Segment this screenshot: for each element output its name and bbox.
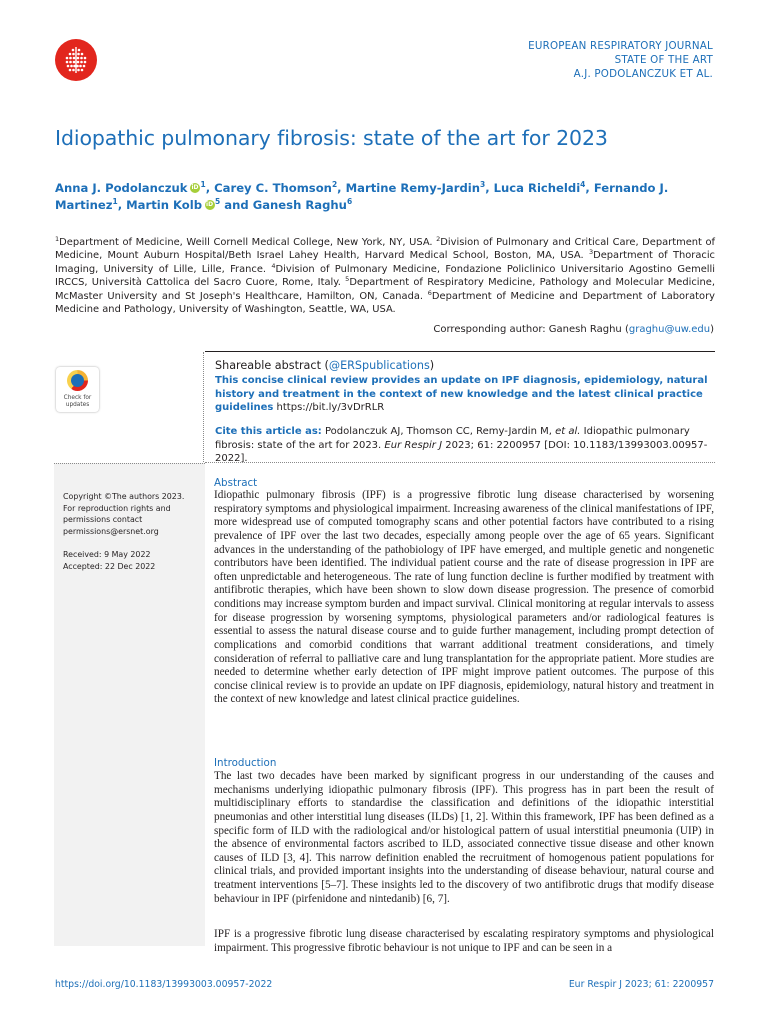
article-title: Idiopathic pulmonary fibrosis: state of the art for 2023 xyxy=(55,126,608,150)
cite-title: Idiopathic pulmonary fibrosis: state of the art for 2023. xyxy=(215,426,690,451)
shareable-abstract-text xyxy=(215,374,715,415)
corresponding-close: ) xyxy=(710,324,714,335)
abstract-text: Idiopathic pulmonary fibrosis (IPF) is a progressive fibrotic lung disease characterised by worsening respiratory symptoms and physiological impairment. Increasing awareness of the clinical manifestations of IPF, more widespread use of computed tomography scans and other potential factors have contributed to a rising prevalence of IPF over the last two decades, especially among people over the age of 65 years. Significant advances in the understanding of the pathobiology of IPF have emerged, and multiple genetic and nongenetic contributors have been identified. The individual patient course and the rate of disease progression in IPF are often unpredictable and heterogeneous. The rate of lung function decline is further modified by treatment with antifibrotic therapies, which have been shown to slow down disease progression. The presence of comorbid conditions may increase symptom burden and impact survival. Clinical monitoring at regular intervals to assess for disease progression by worsening symptoms, physiological parameters and/or radiological features is essential to assess the natural disease course and to guide further management, including prompt detection of complications and comorbid conditions that warrant additional treatment considerations, and timely consideration of referral to palliative care and lung transplantation for the appropriate patient. More studies are needed to determine whether early detection of IPF might improve patient outcomes. The purpose of this concise clinical review is to provide an update on IPF diagnosis, epidemiology, natural history and treatment in the context of new knowledge and latest clinical practice guidelines. xyxy=(214,489,714,706)
shareable-close: ) xyxy=(429,359,435,372)
author-affiliation-number: 6 xyxy=(346,197,353,206)
mid-divider xyxy=(205,462,715,463)
author-name: Martin Kolb xyxy=(126,198,203,212)
corresponding-email-link[interactable]: graghu@uw.edu xyxy=(628,324,711,335)
cite-etal: et al. xyxy=(555,426,581,437)
affiliation-text: Division of Pulmonary and Critical Care, Department of Medicine, Mount Auburn Hospital/Beth Israel Lahey Health, Harvard Medical School, Boston, MA, USA. xyxy=(55,237,716,262)
abstract-heading: Abstract xyxy=(214,477,258,489)
author-affiliation-number: 2 xyxy=(331,180,338,189)
author-name: Anna J. Podolanczuk xyxy=(55,181,188,195)
affiliation-number: 1 xyxy=(55,235,60,243)
author-affiliation-number: 1 xyxy=(200,180,206,189)
cite-details: 2023; 61: 2200957 [DOI: 10.1183/13993003.00957-2022]. xyxy=(215,439,708,464)
affiliation-number: 5 xyxy=(345,275,350,284)
corresponding-author xyxy=(433,324,714,335)
copyright-notice: Copyright ©The authors 2023. For reproduction rights and permissions contact permissions@ersnet.org xyxy=(63,492,185,536)
affiliations xyxy=(55,236,715,316)
journal-name: EUROPEAN RESPIRATORY JOURNAL xyxy=(528,40,713,52)
author-affiliation-number: 5 xyxy=(215,197,221,206)
author-name: Ganesh Raghu xyxy=(252,198,347,212)
check-label-line2: updates xyxy=(65,401,90,408)
author-name: Martine Remy-Jardin xyxy=(345,181,480,195)
check-for-updates-button[interactable] xyxy=(56,367,99,412)
author-list: Anna J. PodolanczukiD $^1$, Carey C. Thomson$^2$, Martine Remy-Jardin$^3$, Luca Richeldi$^4$, Fernando J. Martinez$^1$, Martin KolbiD $^5$ and Ganesh Raghu$^6$ xyxy=(55,180,715,214)
running-authors: A.J. PODOLANCZUK ET AL. xyxy=(573,68,713,80)
received-date: Received: 9 May 2022 xyxy=(63,550,151,559)
affiliation-text: Department of Thoracic Imaging, University of Lille, Lille, France. xyxy=(55,250,715,275)
check-label-line1: Check for xyxy=(63,395,92,401)
author-affiliation-number: 4 xyxy=(580,180,586,189)
footer-citation: Eur Respir J 2023; 61: 2200957 xyxy=(568,979,714,990)
ers-logo-icon xyxy=(54,38,98,82)
cite-label: Cite this article as: xyxy=(215,426,322,437)
cite-journal: Eur Respir J xyxy=(384,439,443,451)
affiliation-text: Division of Pulmonary Medicine, Fondazione Policlinico Universitario Agostino Gemelli IRCCS, Università Cattolica del Sacro Cuore, Rome, Italy. xyxy=(55,263,716,289)
affiliation-text: Department of Medicine, Weill Cornell Medical College, New York, NY, USA. xyxy=(59,237,433,248)
shareable-short-link[interactable]: https://bit.ly/3vDrRLR xyxy=(276,402,385,413)
footer-doi-link[interactable]: https://doi.org/10.1183/13993003.00957-2022 xyxy=(55,979,273,990)
introduction-paragraph-2: IPF is a progressive fibrotic lung disease characterised by escalating respiratory symptoms and physiological impairment. This progressive fibrotic behaviour is not unique to IPF and can be seen in a xyxy=(214,928,714,954)
accepted-date: Accepted: 22 Dec 2022 xyxy=(63,561,156,571)
affiliation-number: 4 xyxy=(271,261,276,270)
shareable-handle-link[interactable]: @ERSpublications xyxy=(328,359,430,372)
affiliation-number: 2 xyxy=(436,235,441,243)
author-name: Carey C. Thomson xyxy=(214,181,332,195)
orcid-icon[interactable] xyxy=(190,183,200,193)
affiliation-number: 6 xyxy=(427,288,432,297)
author-affiliation-number: 1 xyxy=(112,197,118,206)
shareable-summary: This concise clinical review provides an update on IPF diagnosis, epidemiology, natural history and treatment in the context of new knowledge and the latest clinical practice guidelines xyxy=(215,375,708,413)
affiliation-number: 3 xyxy=(588,248,594,257)
check-for-updates-label xyxy=(56,395,99,408)
shareable-label: Shareable abstract ( xyxy=(215,359,329,372)
affiliation-text: Department of Medicine and Department of Laboratory Medicine and Pathology, University of Washington, Seattle, WA, USA. xyxy=(55,290,715,316)
cite-authors: Podolanczuk AJ, Thomson CC, Remy-Jardin M, xyxy=(324,426,552,437)
corresponding-label: Corresponding author: Ganesh Raghu ( xyxy=(433,324,629,335)
shareable-abstract-heading xyxy=(215,359,434,372)
running-header xyxy=(528,39,713,81)
author-name: Luca Richeldi xyxy=(493,181,581,195)
affiliation-text: Department of Respiratory Medicine, Pathology and Molecular Medicine, McMaster University and St Joseph's Healthcare, Hamilton, ON, Canada. xyxy=(55,277,716,302)
article-section: STATE OF THE ART xyxy=(614,54,713,66)
author-name: Fernando J. Martinez xyxy=(55,181,669,212)
author-affiliation-number: 3 xyxy=(479,180,486,189)
citation-block xyxy=(215,425,715,466)
top-divider xyxy=(205,351,715,352)
orcid-icon[interactable] xyxy=(205,200,215,210)
article-dates xyxy=(63,549,198,572)
check-for-updates-icon-center xyxy=(71,374,84,387)
introduction-paragraph-1: The last two decades have been marked by significant progress in our understanding of the causes and mechanisms underlying idiopathic pulmonary fibrosis (IPF). This progress has in part been the result of multidisciplinary efforts to standardise the classification and definitions of the idiopathic interstitial pneumonias and other interstitial lung diseases (ILDs) [1, 2]. Within this framework, IPF has been defined as a specific form of ILD with the radiological and/or histological pattern of usual interstitial pneumonia (UIP) in the absence of environmental factors ascribed to ILD, associated connective tissue disease and other known causes of ILD [3, 4]. This narrow definition enabled the recruitment of homogenous patient populations for clinical trials, and provided important insights into the understanding of disease behaviour, natural course and treatment interventions [5–7]. These insights led to the discovery of two antifibrotic drugs that modify disease behaviour in IPF (pirfenidone and nintedanib) [6, 7]. xyxy=(214,770,714,905)
introduction-heading: Introduction xyxy=(214,757,277,769)
